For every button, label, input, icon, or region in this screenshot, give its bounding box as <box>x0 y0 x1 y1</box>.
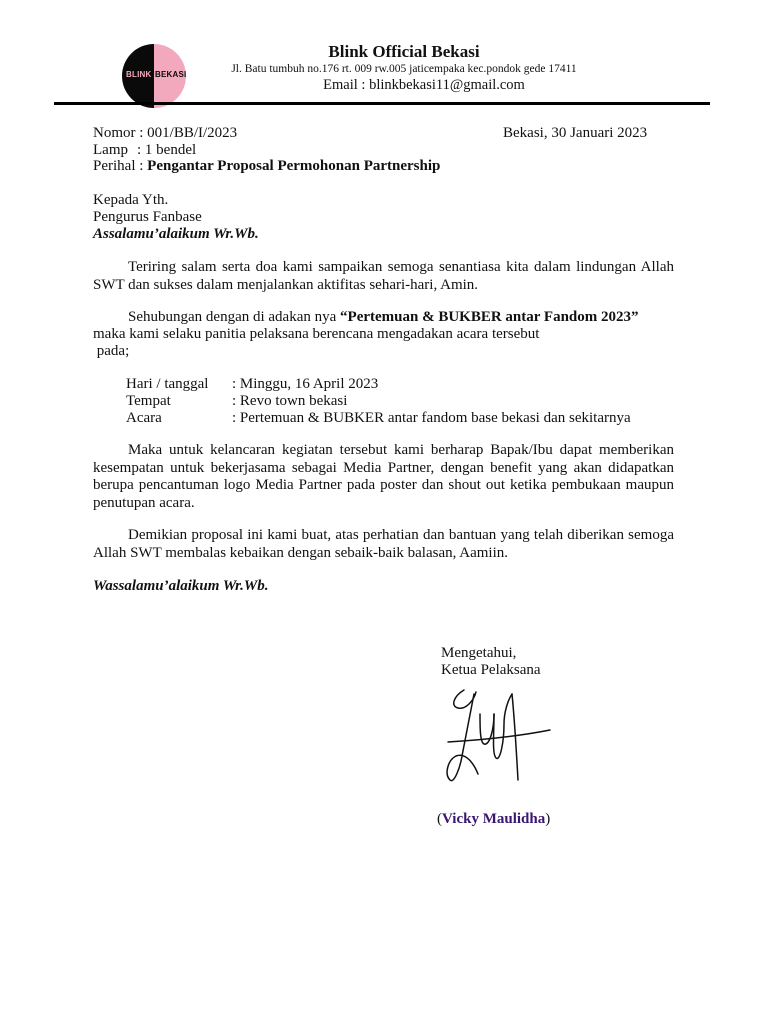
event-name: “Pertemuan & BUKBER antar Fandom 2023” <box>340 309 639 325</box>
letter-date: Bekasi, 30 Januari 2023 <box>503 125 648 141</box>
organization-address: Jl. Batu tumbuh no.176 rt. 009 rw.005 jaticempaka kec.pondok gede 17411 <box>231 63 577 75</box>
paragraph-3: Maka untuk kelancaran kegiatan tersebut kami berharap Bapak/Ibu dapat memberikan kesempatan untuk bekerjasama sebagai Media Partner, dengan benefit yang akan didapatkan berupa pencantuman logo Media Partner pada poster dan shout out ketika pembukaan maupun penutupan acara. <box>93 442 674 511</box>
signature-caption-2: Ketua Pelaksana <box>441 662 541 678</box>
lamp-value: : 1 bendel <box>137 142 197 158</box>
detail-label-place: Tempat <box>126 393 171 409</box>
paragraph-2-line-2: maka kami selaku panitia pelaksana berencana mengadakan acara tersebut <box>93 326 540 342</box>
detail-value-event: : Pertemuan & BUBKER antar fandom base bekasi dan sekitarnya <box>232 410 631 426</box>
paragraph-4: Demikian proposal ini kami buat, atas perhatian dan bantuan yang telah diberikan semoga Allah SWT membalas kebaikan dengan sebaik-baik balasan, Aamiin. <box>93 527 674 561</box>
lamp-row <box>93 142 196 159</box>
organization-email: Email : blinkbekasi11@gmail.com <box>323 77 525 93</box>
letterhead-divider <box>54 102 710 105</box>
nomor-value: : 001/BB/I/2023 <box>139 125 238 141</box>
paragraph-2-lead: Sehubungan dengan di adakan nya <box>128 309 341 325</box>
recipient-line-1: Kepada Yth. <box>93 192 169 208</box>
logo-text-left: BLINK <box>126 70 152 79</box>
signatory-paren-open: ( <box>437 811 442 827</box>
paragraph-1: Teriring salam serta doa kami sampaikan semoga senantiasa kita dalam lindungan Allah SWT dan sukses dalam menjalankan aktifitas sehari-hari, Amin. <box>93 259 674 293</box>
closing-salutation: Wassalamu’alaikum Wr.Wb. <box>93 578 269 594</box>
detail-label-date: Hari / tanggal <box>126 376 209 392</box>
lamp-label: Lamp <box>93 142 128 158</box>
nomor-row <box>93 125 237 142</box>
signature-caption-1: Mengetahui, <box>441 645 517 661</box>
detail-label-event: Acara <box>126 410 162 426</box>
nomor-label: Nomor <box>93 125 136 141</box>
perihal-row <box>93 158 440 175</box>
paragraph-2-line-1 <box>128 309 639 326</box>
signatory-name: Vicky Maulidha <box>442 811 546 827</box>
signatory-paren-close: ) <box>545 811 551 827</box>
organization-name: Blink Official Bekasi <box>328 42 480 61</box>
logo-text-right: BEKASI <box>155 70 186 79</box>
detail-value-place: : Revo town bekasi <box>232 393 348 409</box>
recipient-line-2: Pengurus Fanbase <box>93 209 202 225</box>
detail-value-date: : Minggu, 16 April 2023 <box>232 376 379 392</box>
perihal-value: Pengantar Proposal Permohonan Partnership <box>147 158 441 174</box>
opening-salutation: Assalamu’alaikum Wr.Wb. <box>93 226 259 242</box>
signatory-line <box>437 811 550 828</box>
perihal-label: Perihal : <box>93 158 144 174</box>
paragraph-2-line-3: pada; <box>93 343 130 359</box>
handwritten-signature <box>440 684 560 794</box>
